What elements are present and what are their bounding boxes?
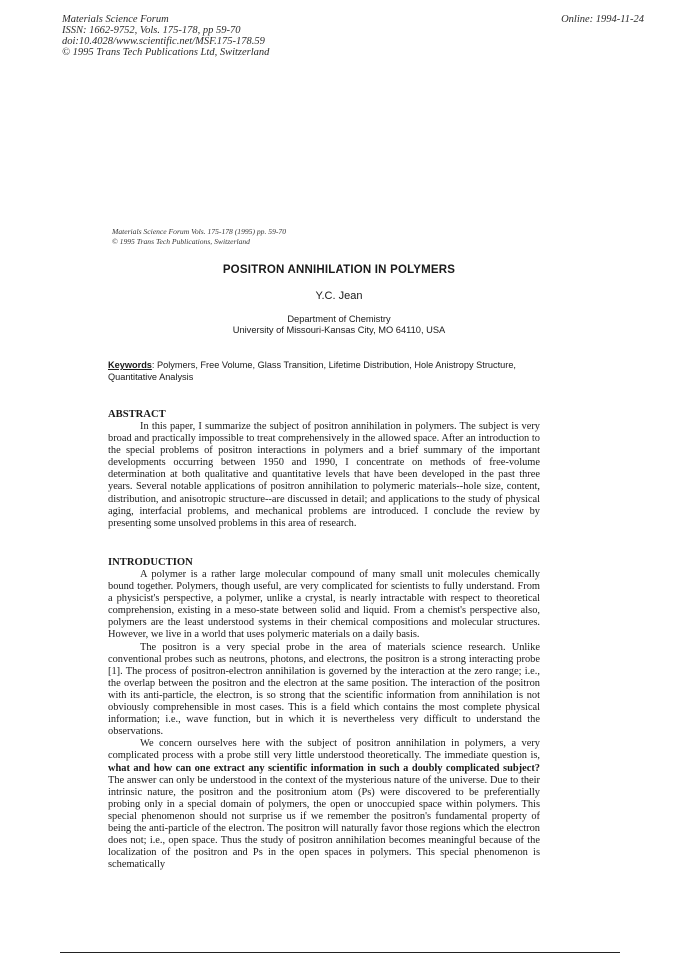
intro-paragraph-1: A polymer is a rather large molecular compound of many small unit molecules chemically bound together. Polymers, though useful, are very complicated for scientists to fully understand. From a physicist's perspective, a polymer, unlike a crystal, is nearly intractable with respect to theoretical comprehension, existing in a meso-state between solid and liquid. From a chemist's perspective also, polymers are the least understood systems in their chemical compositions and molecular structures. However, we live in a world that uses polymeric materials on a daily basis. xyxy=(108,569,540,641)
intro-p3-start: We concern ourselves here with the subject of positron annihilation in polymers, a very complicated process with a probe still very little understood theoretically. The immediate question is, xyxy=(108,738,540,762)
abstract-paragraph: In this paper, I summarize the subject of positron annihilation in polymers. The subject is very broad and practically impossible to treat comprehensively in the allowed space. After an introduction to the special problems of positron interactions in polymers and a brief summary of the important developments occurring between 1950 and 1990, I concentrate on methods of free-volume determination at both qualitative and quantitative levels that have been developed in the past three years. Several notable applications of positron annihilation to polymeric materials--hole size, content, distribution, and anisotropic structure--are discussed in detail; and applications to the study of physical aging, interfacial problems, and mechanical problems are introduced. I conclude the review by presenting some unsolved problems in this area of research. xyxy=(108,421,540,529)
affiliation xyxy=(0,314,678,336)
university: University of Missouri-Kansas City, MO 64110, USA xyxy=(232,325,446,335)
footer-rule xyxy=(60,952,620,953)
intro-p3-end: The answer can only be understood in the context of the mysterious nature of the universe. Due to their intrinsic nature, the positron and the positronium atom (Ps) were discovered to be preferentially probing only in a special domain of polymers, the open or unoccupied space within polymers. This special phenomenon should not surprise us if we remember the positron's fundamental property of being the anti-particle of the electron. The positron will naturally favor those regions which the electron does not; i.e., open space. Thus the study of positron annihilation becomes meaningful because of the localization of the positron and Ps in the open spaces in polymers. This special phenomenon is schematically xyxy=(108,774,540,871)
journal-header xyxy=(62,14,269,58)
abstract-body xyxy=(108,421,540,530)
author-name: Y.C. Jean xyxy=(315,290,363,302)
issn-line: ISSN: 1662-9752, Vols. 175-178, pp 59-70 xyxy=(62,25,241,36)
citation-line-2: © 1995 Trans Tech Publications, Switzerland xyxy=(112,237,250,246)
department: Department of Chemistry xyxy=(287,314,391,324)
introduction-body xyxy=(108,569,540,871)
keywords-label: Keywords xyxy=(108,360,152,370)
doi-link[interactable]: doi:10.4028/www.scientific.net/MSF.175-178.59 xyxy=(62,36,265,47)
intro-paragraph-3 xyxy=(108,738,540,871)
copyright-line: © 1995 Trans Tech Publications Ltd, Switzerland xyxy=(62,47,270,58)
introduction-heading: INTRODUCTION xyxy=(108,557,193,568)
abstract-heading: ABSTRACT xyxy=(108,409,166,420)
journal-name: Materials Science Forum xyxy=(62,14,169,25)
online-date: Online: 1994-11-24 xyxy=(561,14,644,25)
paper-title: POSITRON ANNIHILATION IN POLYMERS xyxy=(222,264,456,276)
keywords-list: : Polymers, Free Volume, Glass Transition, Lifetime Distribution, Hole Anistropy Structure, Quantitative Analysis xyxy=(108,360,516,382)
intro-p3-question: what and how can one extract any scientific information in such a doubly complicated subject? xyxy=(108,762,540,774)
keywords xyxy=(108,360,548,383)
intro-paragraph-2: The positron is a very special probe in the area of materials science research. Unlike conventional probes such as neutrons, photons, and electrons, the positron is a strong interacting probe [1]. The process of positron-electron annihilation is governed by the interaction at the zero range; i.e., the overlap between the positron and the electron at the same position. The interaction of the positron with its anti-particle, the electron, is so strong that the scientific information from annihilation is not obviously comprehensible in most cases. This is a field which contains the most complete physical information; i.e., wave function, but in which it is nevertheless very difficult to understand the observations. xyxy=(108,641,540,738)
citation-block xyxy=(112,227,286,247)
citation-line-1: Materials Science Forum Vols. 175-178 (1995) pp. 59-70 xyxy=(112,227,286,236)
